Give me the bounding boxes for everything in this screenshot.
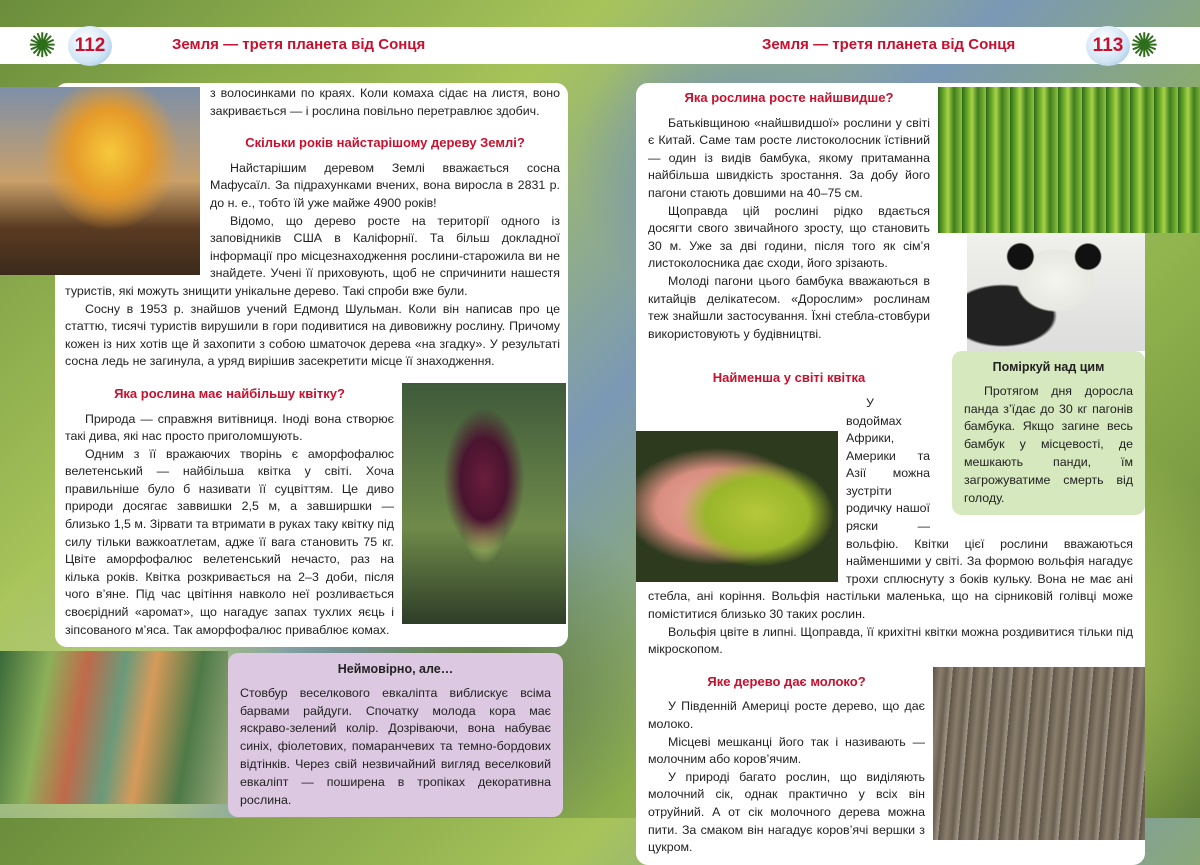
section-heading: Яка рослина має найбільшу квітку? <box>114 385 345 401</box>
paragraph: Відомо, що дерево росте на території одного із заповідників США в Каліфорнії. Та більш докладної інформації про місцезнаходження рослини-старожила ви не знайдете. Учені її приховують, щоб не спричинити нашестя туристів, які можуть знищити унікальне дерево. Такі спроби вже були. <box>65 213 560 298</box>
bamboo-photo <box>938 87 1200 233</box>
paragraph: Місцеві мешканці його так і називають — молочним або коров’ячим. <box>648 734 925 767</box>
bristlecone-pine-photo <box>0 87 200 275</box>
right-page-card <box>636 83 1145 865</box>
paragraph: Щоправда цій рослині рідко вдається досягти свого звичайного зросту, що становить 30 м. Уже за дві години, після того як сім’я листоколосника дає сходи, його зрізають. <box>648 203 930 271</box>
running-title-left: Земля — третя планета від Сонця <box>172 36 426 53</box>
paragraph: У водоймах Африки, Америки та Азії можна зустріти родичку нашої ряски — вольфію. Квітки цієї рослини вважаються найменшими у світі. За формою вольфія нагадує трохи сплюснуту з боків кульку. Вона не має ані стебла, ані коріння. Вольфія настільки маленька, що на сірниковій голівці може поміститися близько 30 таких рослин. <box>648 395 1133 622</box>
section-heading: Яке дерево дає молоко? <box>707 673 866 689</box>
box-title: Неймовірно, але… <box>337 662 454 676</box>
rainbow-eucalyptus-photo <box>0 651 228 804</box>
paragraph: Одним з її вражаючих творінь є аморфофалюс велетенський — найбільша квітка у світі. Хоча правильніше було б називати її суцвіттям. Це диво природи досягає заввишки 2,5 м, а завширшки — близько 1,5 м. Зірвати та втримати в руках таку квітку під силу тільки важкоатлетам, адже її вага становить 75 кг. Цвіте аморфофалюс велетенський нечасто, раз на кілька років. Квітка розкривається на 2–3 доби, після чого в’яне. Під час цвітіння навколо неї розливається своєрідний «аромат», що нагадує запах тухлих яєць і зіпсованого м’яса. Так аморфофалюс приваблює комах. <box>65 446 395 637</box>
paragraph: У природі багато рослин, що виділяють молочний сік, однак практично у всіх він отруйний. А от сік молочного дерева можна пити. За смаком він нагадує коров’ячі вершки з цукром. <box>648 769 925 855</box>
paragraph: Вольфія цвіте в липні. Щоправда, її крихітні квітки можна роздивитися тільки під мікроскопом. <box>648 624 1133 657</box>
paragraph: Сосну в 1953 р. знайшов учений Едмонд Шульман. Коли він написав про це статтю, тисячі туристів вирушили в гори подивитися на дивовижну рослину. Причому кожен із них хотів ще й захопити з собою шматочок дерева «на згадку». У результаті сосна ледь не загинула, а уряд вирішив засекретити місце її знаходження. <box>65 301 560 369</box>
right-side-column <box>938 83 1145 515</box>
running-title-right: Земля — третя планета від Сонця <box>762 36 1016 53</box>
box-text: Протягом дня доросла панда з’їдає до 30 кг пагонів бамбука. Якщо загине весь бамбук у місцевості, де мешкають панди, їм загрожуватиме смерть від голоду. <box>964 383 1133 505</box>
palm-icon: ✺ <box>28 27 57 65</box>
incredible-fact-box <box>228 653 563 817</box>
wolffia-photo <box>636 431 838 582</box>
paragraph: Молоді пагони цього бамбука вважаються в китайців делікатесом. «Дорослим» рослинам теж знайшли застосування. Їхні стебла-стовбури використовують у будівництві. <box>648 273 930 341</box>
left-page-card <box>55 83 568 647</box>
paragraph: Батьківщиною «найшвидшої» рослини у світі є Китай. Саме там росте листоколосник їстівний — один із видів бамбука, якому притаманна найбільша швидкість зростання. За добу його пагони стають довшими на 40–75 см. <box>648 115 930 200</box>
palm-icon: ✺ <box>1130 27 1159 65</box>
box-text: Стовбур веселкового евкаліпта виблискує всіма барвами райдуги. Спочатку молода кора має яскраво-зелений колір. Дозріваючи, вона набуває синіх, фіолетових, помаранчевих та темно-бордових відтінків. Через свій незвичайний вигляд веселковий евкаліпт — поширена в тропіках декоративна рослина. <box>240 685 551 807</box>
intro-text: з волосинками по краях. Коли комаха сідає на листя, воно закривається — і рослина повільно перетравлює здобич. <box>210 86 560 118</box>
corpse-flower-photo <box>402 383 566 624</box>
section-heading: Скільки років найстарішому дереву Землі? <box>245 135 525 151</box>
paragraph: Найстарішим деревом Землі вважається сосна Мафусаїл. За підрахунками вчених, вона виросла в 2831 р. до н. е., тобто їй уже майже 4900 років! <box>210 160 560 210</box>
section-heading: Яка рослина росте найшвидше? <box>684 90 894 105</box>
paragraph: У Південній Америці росте дерево, що дає молоко. <box>648 699 925 731</box>
think-about-it-box <box>952 351 1145 515</box>
milk-tree-bark-photo <box>933 667 1145 840</box>
panda-photo <box>967 233 1145 351</box>
box-title: Поміркуй над цим <box>992 360 1105 374</box>
section-heading: Найменша у світі квітка <box>712 370 866 386</box>
page-number-right: 113 <box>1086 26 1130 66</box>
paragraph: Природа — справжня витівниця. Іноді вона створює такі дива, які нас просто приголомшують. <box>65 411 394 444</box>
page-number-left: 112 <box>68 26 112 66</box>
